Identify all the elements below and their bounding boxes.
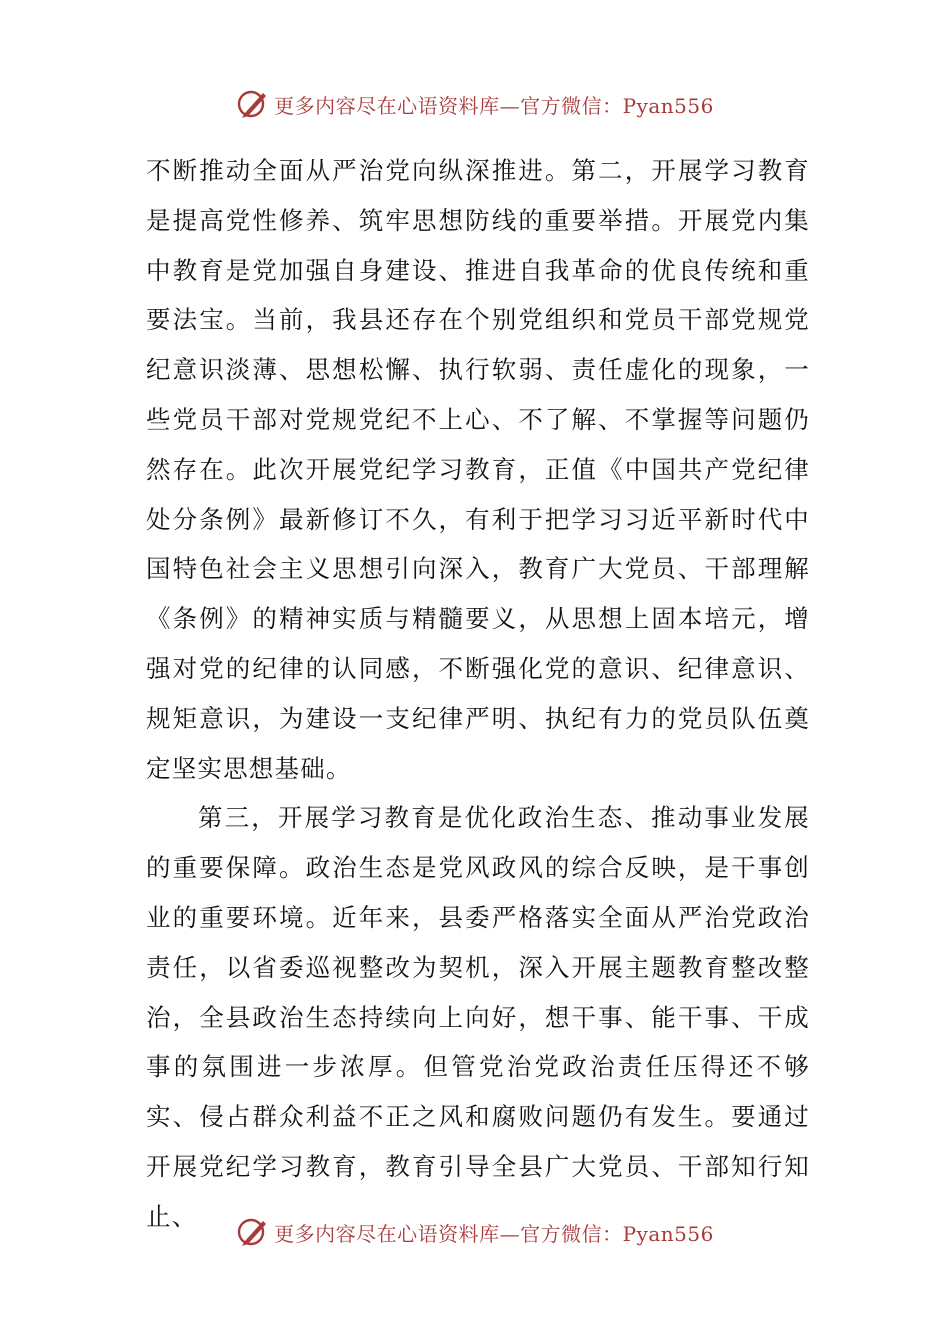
paragraph-1: 不断推动全面从严治党向纵深推进。第二，开展学习教育是提高党性修养、筑牢思想防线的重要举措。开展党内集中教育是党加强自身建设、推进自我革命的优良传统和重要法宝。当前，我县还存在个别党组织和党员干部党规党纪意识淡薄、思想松懈、执行软弱、责任虚化的现象，一些党员干部对党规党纪不上心、不了解、不掌握等问题仍然存在。此次开展党纪学习教育，正值《中国共产党纪律处分条例》最新修订不久，有利于把学习习近平新时代中国特色社会主义思想引向深入，教育广大党员、干部理解《条例》的精神实质与精髓要义，从思想上固本培元，增强对党的纪律的认同感，不断强化党的意识、纪律意识、规矩意识，为建设一支纪律严明、执纪有力的党员队伍奠定坚实思想基础。 [146, 156, 810, 783]
pen-logo-icon [236, 1215, 270, 1249]
pen-logo-icon [236, 87, 270, 121]
paragraph-2: 第三，开展学习教育是优化政治生态、推动事业发展的重要保障。政治生态是党风政风的综合反映，是干事创业的重要环境。近年来，县委严格落实全面从严治党政治责任，以省委巡视整改为契机，深入开展主题教育整改整治，全县政治生态持续向上向好，想干事、能干事、干成事的氛围进一步浓厚。但管党治党政治责任压得还不够实、侵占群众利益不正之风和腐败问题仍有发生。要通过开展党纪学习教育，教育引导全县广大党员、干部知行知止、 [146, 803, 810, 1231]
banner-text: 更多内容尽在心语资料库— [274, 1221, 521, 1246]
header-banner [0, 84, 950, 124]
banner-text: 更多内容尽在心语资料库— [274, 93, 521, 118]
banner-wechat: 官方微信：Pyan556 [520, 93, 714, 118]
banner-wechat: 官方微信：Pyan556 [520, 1221, 714, 1246]
footer-banner [0, 1212, 950, 1252]
document-body [146, 146, 810, 1242]
